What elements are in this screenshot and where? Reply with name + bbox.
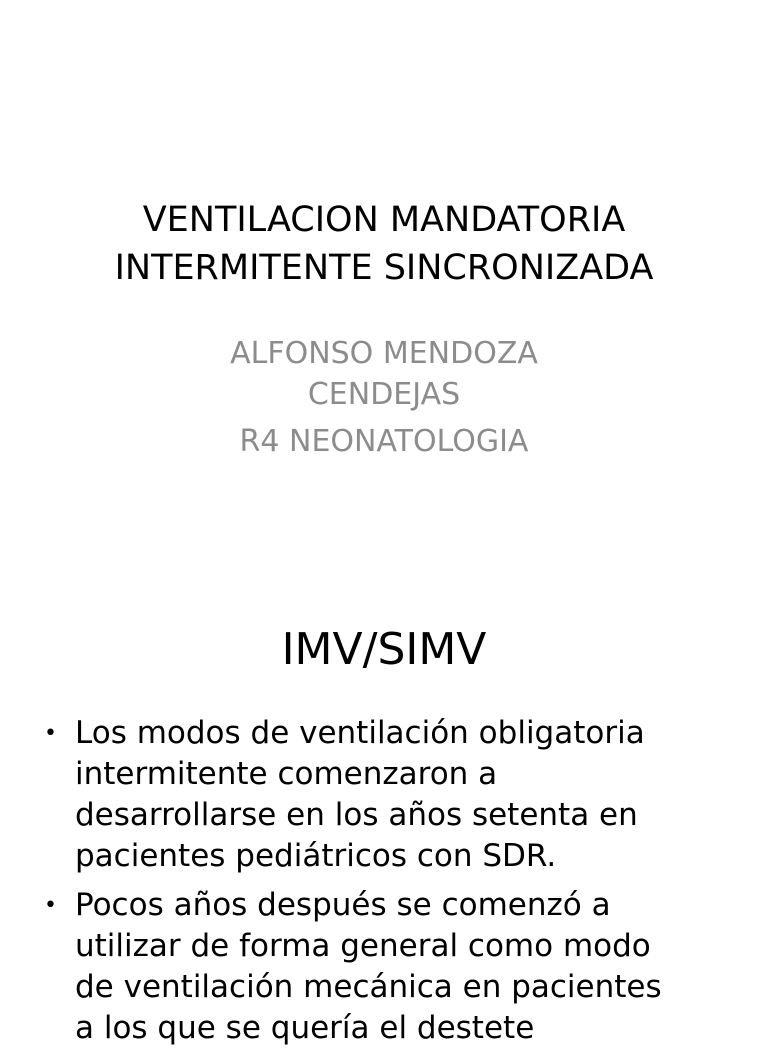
bullet-list: [40, 713, 760, 1057]
slide-subtitle: [0, 333, 768, 462]
bullet-text-line: utilizar de forma general como modo: [75, 928, 651, 964]
author-role-line: R4 NEONATOLOGIA: [239, 424, 529, 459]
bullet-item: [40, 885, 760, 1049]
slide-title-line: VENTILACION MANDATORIA: [142, 200, 626, 240]
bullet-text-line: intermitente comenzaron a: [75, 756, 498, 792]
slide-title-line: INTERMITENTE SINCRONIZADA: [114, 248, 654, 288]
bullet-marker: •: [44, 721, 57, 746]
slide-heading: IMV/SIMV: [281, 624, 487, 675]
author-name-line: ALFONSO MENDOZA: [230, 336, 538, 371]
bullet-text-line: pacientes pediátricos con SDR.: [75, 838, 557, 874]
author-name-line: CENDEJAS: [307, 377, 461, 412]
slide-title: [0, 196, 768, 292]
bullet-item: [40, 713, 760, 877]
bullet-text-line: Los modos de ventilación obligatoria: [75, 715, 645, 751]
bullet-marker: •: [44, 893, 57, 918]
content-slide: [0, 576, 768, 1046]
bullet-text-line: Pocos años después se comenzó a: [75, 887, 611, 923]
bullet-text-line: a los que se quería el destete: [75, 1010, 535, 1046]
bullet-text-line: de ventilación mecánica en pacientes: [75, 969, 662, 1005]
bullet-text-line: desarrollarse en los años setenta en: [75, 797, 638, 833]
